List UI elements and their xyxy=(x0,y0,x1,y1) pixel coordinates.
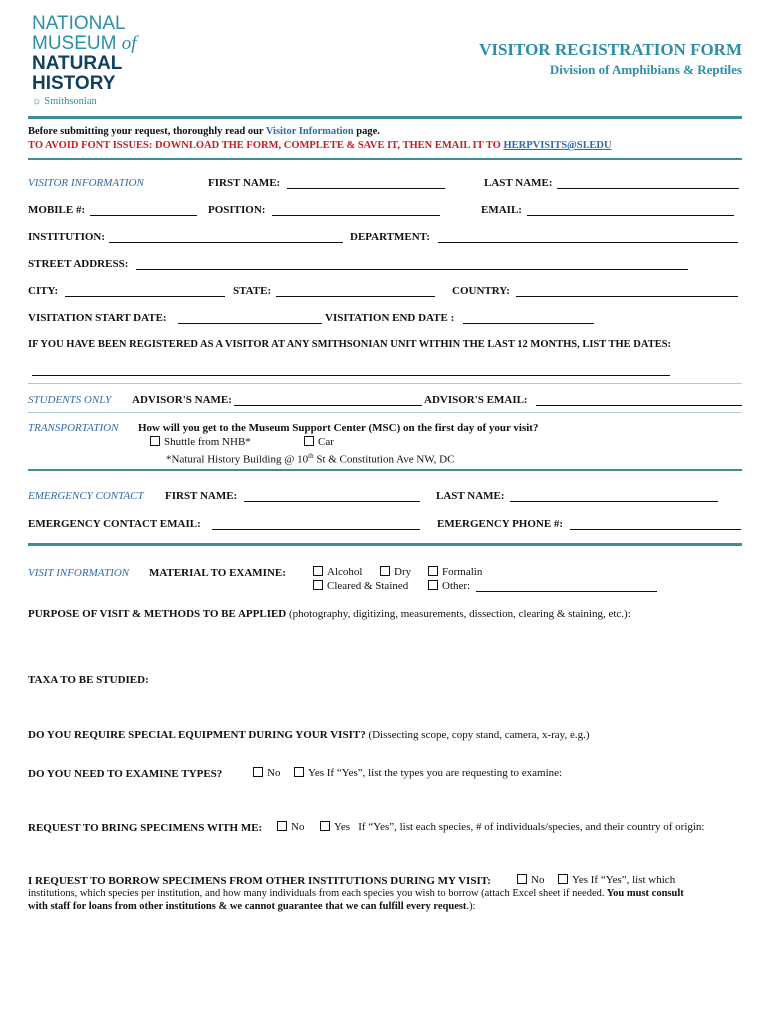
other-option[interactable] xyxy=(428,580,470,592)
alcohol-checkbox[interactable] xyxy=(313,566,323,576)
bring-yes-option[interactable] xyxy=(320,821,704,833)
emergency-first-name-field[interactable] xyxy=(244,490,420,502)
form-subtitle: Division of Amphibians & Reptiles xyxy=(549,62,742,77)
formalin-option[interactable] xyxy=(428,566,482,578)
transport-divider-top xyxy=(28,412,742,413)
emergency-phone-field[interactable] xyxy=(570,518,741,530)
city-label: CITY: xyxy=(28,285,59,297)
city-field[interactable] xyxy=(65,285,225,297)
emergency-phone-label: EMERGENCY PHONE #: xyxy=(437,518,564,530)
shuttle-label: Shuttle from NHB* xyxy=(164,436,251,448)
section-visitor-information: VISITOR INFORMATION xyxy=(28,177,144,189)
types-yes-note: If “Yes”, list the types you are requesting to examine: xyxy=(326,767,563,779)
department-field[interactable] xyxy=(438,231,738,243)
header-divider xyxy=(28,116,742,119)
borrow-yes-label: Yes xyxy=(572,874,589,886)
types-no-label: No xyxy=(267,767,281,779)
visitation-end-field[interactable] xyxy=(463,312,594,324)
cleared-stained-label: Cleared & Stained xyxy=(327,580,409,592)
borrow-no-label: No xyxy=(531,874,545,886)
purpose-question xyxy=(28,608,631,620)
font-warning-text: TO AVOID FONT ISSUES: DOWNLOAD THE FORM, COMPLETE & SAVE IT, THEN EMAIL IT TO xyxy=(28,140,504,151)
position-field[interactable] xyxy=(272,204,440,216)
state-label: STATE: xyxy=(233,285,272,297)
nhb-note-b: St & Constitution Ave NW, DC xyxy=(313,453,455,466)
alcohol-label: Alcohol xyxy=(327,566,363,578)
types-no-option[interactable] xyxy=(253,767,280,779)
logo-line-history: HISTORY xyxy=(32,73,116,94)
types-yes-checkbox[interactable] xyxy=(294,767,304,777)
dry-label: Dry xyxy=(394,566,412,578)
logo-line-national: NATIONAL xyxy=(32,13,126,34)
borrow-no-option[interactable] xyxy=(517,874,544,886)
emergency-first-name-label: FIRST NAME: xyxy=(165,490,238,502)
borrow-line-2-bold: You must consult xyxy=(604,888,684,899)
bring-yes-note: If “Yes”, list each species, # of individuals/species, and their country of origin: xyxy=(358,821,705,833)
emergency-email-label: EMERGENCY CONTACT EMAIL: xyxy=(28,518,201,530)
dry-checkbox[interactable] xyxy=(380,566,390,576)
museum-logo xyxy=(32,14,137,107)
section-transportation: TRANSPORTATION xyxy=(28,422,119,434)
registered-question: IF YOU HAVE BEEN REGISTERED AS A VISITOR AT ANY SMITHSONIAN UNIT WITHIN THE LAST 12 MONTHS, LIST THE DATES: xyxy=(28,339,672,350)
alcohol-option[interactable] xyxy=(313,566,362,578)
bring-yes-checkbox[interactable] xyxy=(320,821,330,831)
borrow-line-3-bold: with staff for loans from other institutions & we cannot guarantee that we can fulfill every request xyxy=(28,901,467,912)
formalin-checkbox[interactable] xyxy=(428,566,438,576)
nhb-address-note xyxy=(166,452,454,466)
car-checkbox[interactable] xyxy=(304,436,314,446)
section-students-only: STUDENTS ONLY xyxy=(28,394,112,406)
borrow-yes-option[interactable] xyxy=(558,874,675,886)
dry-option[interactable] xyxy=(380,566,411,578)
emergency-last-name-label: LAST NAME: xyxy=(436,490,505,502)
logo-museum-word: MUSEUM xyxy=(32,33,117,54)
emergency-divider-top xyxy=(28,469,742,471)
borrow-instructions-line-2 xyxy=(28,888,684,899)
advisor-name-label: ADVISOR'S NAME: xyxy=(132,394,232,406)
position-label: POSITION: xyxy=(208,204,266,216)
institution-label: INSTITUTION: xyxy=(28,231,106,243)
taxa-question: TAXA TO BE STUDIED: xyxy=(28,674,149,686)
types-yes-option[interactable] xyxy=(294,767,562,779)
equipment-title: DO YOU REQUIRE SPECIAL EQUIPMENT DURING YOUR VISIT? xyxy=(28,729,366,741)
smithsonian-text: Smithsonian xyxy=(44,96,97,107)
bring-question: REQUEST TO BRING SPECIMENS WITH ME: xyxy=(28,822,263,834)
advisor-email-field[interactable] xyxy=(536,394,742,406)
nhb-note-a: *Natural History Building @ 10 xyxy=(166,453,309,466)
institution-field[interactable] xyxy=(109,231,343,243)
shuttle-option[interactable] xyxy=(150,436,251,448)
car-option[interactable] xyxy=(304,436,334,448)
shuttle-checkbox[interactable] xyxy=(150,436,160,446)
department-label: DEPARTMENT: xyxy=(350,231,430,243)
intro-text-b: page. xyxy=(353,126,380,137)
emergency-last-name-field[interactable] xyxy=(510,490,718,502)
borrow-line-3-end: .): xyxy=(466,901,476,912)
visitation-start-field[interactable] xyxy=(178,312,322,324)
advisor-name-field[interactable] xyxy=(234,394,422,406)
other-label: Other: xyxy=(442,580,471,592)
car-label: Car xyxy=(318,436,334,448)
emergency-email-field[interactable] xyxy=(212,518,420,530)
form-title: VISITOR REGISTRATION FORM xyxy=(479,40,742,59)
visitation-start-label: VISITATION START DATE: xyxy=(28,312,167,324)
street-address-label: STREET ADDRESS: xyxy=(28,258,129,270)
other-checkbox[interactable] xyxy=(428,580,438,590)
transport-question: How will you get to the Museum Support Center (MSC) on the first day of your visit? xyxy=(138,422,539,434)
registered-dates-field[interactable] xyxy=(32,364,670,376)
country-label: COUNTRY: xyxy=(452,285,510,297)
equipment-question xyxy=(28,729,590,741)
visitor-information-link[interactable]: Visitor Information xyxy=(265,126,354,137)
logo-of-word: of xyxy=(121,33,137,54)
visit-divider-top xyxy=(28,543,742,546)
logo-smithsonian xyxy=(32,96,137,107)
types-question: DO YOU NEED TO EXAMINE TYPES? xyxy=(28,768,223,780)
mobile-field[interactable] xyxy=(90,204,197,216)
purpose-hint: (photography, digitizing, measurements, dissection, clearing & staining, etc.): xyxy=(286,608,631,620)
first-name-field[interactable] xyxy=(287,177,445,189)
borrow-question: I REQUEST TO BORROW SPECIMENS FROM OTHER INSTITUTIONS DURING MY VISIT: xyxy=(28,875,491,887)
cleared-stained-option[interactable] xyxy=(313,580,408,592)
borrow-yes-note: If “Yes”, list which xyxy=(590,874,676,886)
borrow-no-checkbox[interactable] xyxy=(517,874,527,884)
street-address-field[interactable] xyxy=(136,258,688,270)
intro-line-2 xyxy=(28,140,612,151)
other-material-field[interactable] xyxy=(476,580,657,592)
email-label: EMAIL: xyxy=(481,204,522,216)
first-name-label: FIRST NAME: xyxy=(208,177,281,189)
logo-line-museum xyxy=(32,34,137,54)
state-field[interactable] xyxy=(276,285,435,297)
borrow-yes-checkbox[interactable] xyxy=(558,874,568,884)
types-yes-label: Yes xyxy=(308,767,325,779)
types-no-checkbox[interactable] xyxy=(253,767,263,777)
intro-text-a: Before submitting your request, thoroughly read our xyxy=(28,126,266,137)
visitation-end-label: VISITATION END DATE : xyxy=(325,312,455,324)
logo-line-natural: NATURAL xyxy=(32,53,123,74)
advisor-email-label: ADVISOR'S EMAIL: xyxy=(424,394,528,406)
mobile-label: MOBILE #: xyxy=(28,204,86,216)
students-divider-top xyxy=(28,383,742,384)
country-field[interactable] xyxy=(516,285,738,297)
equipment-hint: (Dissecting scope, copy stand, camera, x-ray, e.g.) xyxy=(365,729,590,741)
email-field[interactable] xyxy=(527,204,734,216)
borrow-line-2-text: institutions, which species per institution, and how many individuals from each species you wish to borrow (attach Excel sheet if needed. xyxy=(28,888,605,899)
intro-line-1 xyxy=(28,126,380,137)
last-name-label: LAST NAME: xyxy=(484,177,553,189)
formalin-label: Formalin xyxy=(442,566,483,578)
sunburst-icon: ☼ xyxy=(32,96,42,107)
bring-no-option[interactable] xyxy=(277,821,304,833)
herpvisits-email-link[interactable]: HERPVISITS@SI.EDU xyxy=(503,140,612,151)
section-emergency-contact: EMERGENCY CONTACT xyxy=(28,490,144,502)
material-label: MATERIAL TO EXAMINE: xyxy=(149,567,286,579)
nhb-note-sup: th xyxy=(308,452,314,460)
intro-divider xyxy=(28,158,742,160)
bring-no-label: No xyxy=(291,821,305,833)
borrow-instructions-line-3 xyxy=(28,901,475,912)
bring-no-checkbox[interactable] xyxy=(277,821,287,831)
last-name-field[interactable] xyxy=(557,177,739,189)
section-visit-information: VISIT INFORMATION xyxy=(28,567,130,579)
cleared-stained-checkbox[interactable] xyxy=(313,580,323,590)
purpose-title: PURPOSE OF VISIT & METHODS TO BE APPLIED xyxy=(28,608,287,620)
bring-yes-label: Yes xyxy=(334,821,351,833)
